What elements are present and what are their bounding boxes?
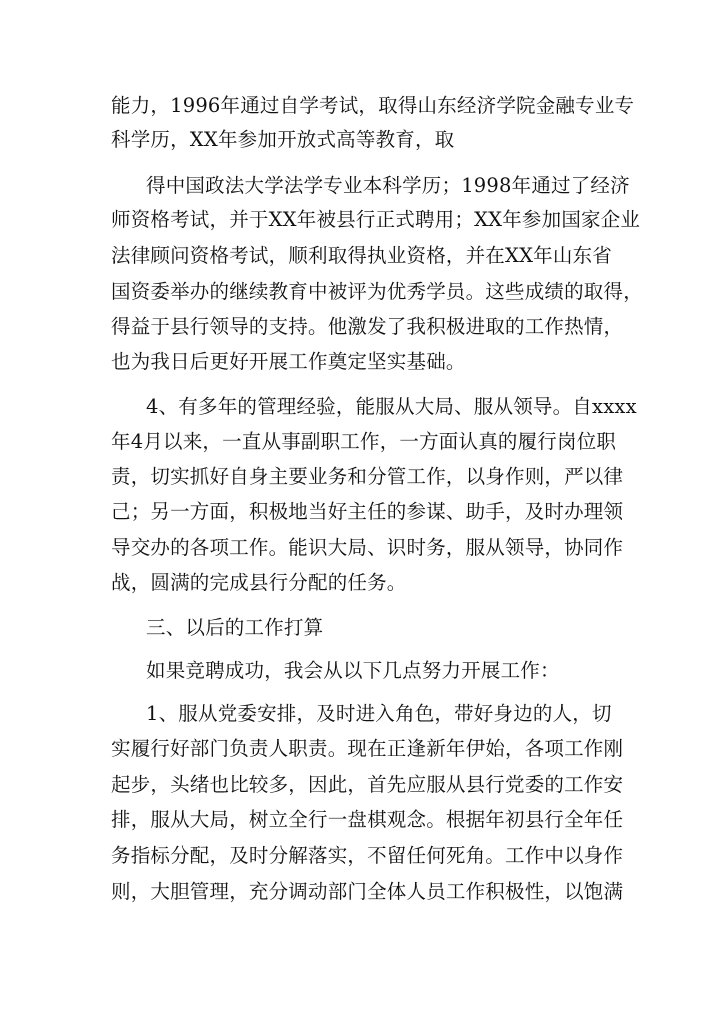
text-line: 1、服从党委安排，及时进入角色，带好身边的人，切 xyxy=(146,702,612,725)
text-line: 导交办的各项工作。能识大局、识时务，服从领导，协同作 xyxy=(111,536,624,559)
text-line: 4、有多年的管理经验，能服从大局、服从领导。自xxxx xyxy=(146,395,637,418)
text-line: 法律顾问资格考试，顺利取得执业资格，并在XX年山东省 xyxy=(111,244,612,267)
text-line: 实履行好部门负责人职责。现在正逢新年伊始，各项工作刚 xyxy=(111,737,624,760)
text-line: 己；另一方面，积极地当好主任的参谋、助手，及时办理领 xyxy=(111,500,624,523)
text-line: 科学历，XX年参加开放式高等教育，取 xyxy=(111,128,455,151)
text-line: 如果竞聘成功，我会从以下几点努力开展工作： xyxy=(146,659,560,682)
text-line: 能力，1996年通过自学考试，取得山东经济学院金融专业专 xyxy=(111,94,635,117)
text-line: 年4月以来，一直从事副职工作，一方面认真的履行岗位职 xyxy=(111,430,617,453)
text-line: 战，圆满的完成县行分配的任务。 xyxy=(111,571,407,594)
text-line: 排，服从大局，树立全行一盘棋观念。根据年初县行全年任 xyxy=(111,808,624,831)
text-line: 得益于县行领导的支持。他激发了我积极进取的工作热情， xyxy=(111,315,624,338)
text-line: 师资格考试，并于XX年被县行正式聘用；XX年参加国家企业 xyxy=(111,208,641,231)
text-line: 国资委举办的继续教育中被评为优秀学员。这些成绩的取得， xyxy=(111,280,643,303)
text-line: 起步，头绪也比较多，因此，首先应服从县行党委的工作安 xyxy=(111,773,624,796)
text-line: 务指标分配，及时分解落实，不留任何死角。工作中以身作 xyxy=(111,844,624,867)
text-line: 得中国政法大学法学专业本科学历；1998年通过了经济 xyxy=(146,174,630,197)
text-line: 责，切实抓好自身主要业务和分管工作，以身作则，严以律 xyxy=(111,465,624,488)
text-line: 则，大胆管理，充分调动部门全体人员工作积极性，以饱满 xyxy=(111,880,624,903)
section-heading: 三、以后的工作打算 xyxy=(146,616,324,639)
text-line: 也为我日后更好开展工作奠定坚实基础。 xyxy=(111,350,466,373)
